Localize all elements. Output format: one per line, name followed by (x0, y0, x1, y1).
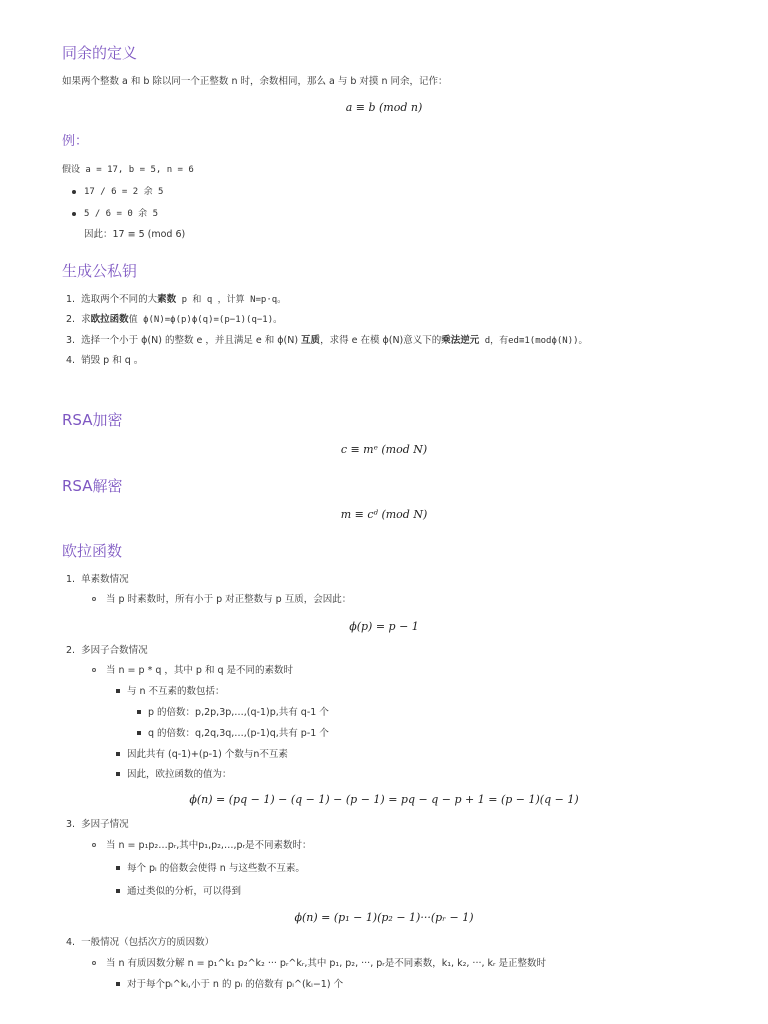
example-assumption: 假设 a = 17, b = 5, n = 6 (62, 165, 194, 175)
bullet-square (116, 866, 120, 870)
euler-case-4-desc: 当 n 有质因数分解 n = p₁^k₁ p₂^k₂ ··· pᵣ^kᵣ,其中 p₁, p₂, ···, pᵣ是不同素数，k₁, k₂, ···, kᵣ 是正整数时 (106, 958, 547, 969)
keygen-step-2: 2. 求欧拉函数值 ϕ(N)=ϕ(p)ϕ(q)=(p−1)(q−1)。 (66, 314, 283, 325)
bullet-square (116, 689, 120, 693)
euler-case-3-formula: ϕ(n) = (p₁ − 1)(p₂ − 1)···(pᵣ − 1) (294, 911, 474, 924)
euler-case-2-value-label: 因此，欧拉函数的值为： (127, 769, 232, 780)
euler-case-3-analysis: 通过类似的分析，可以得到 (127, 886, 242, 897)
keygen-step-3: 3. 选择一个小于 ϕ(N) 的整数 e ，并且满足 e 和 ϕ(N) 互质，求得 e 在模 ϕ(N)意义下的乘法逆元 d，有ed≡1(modϕ(N))。 (66, 335, 588, 346)
bullet-circle (92, 668, 96, 672)
encryption-formula: c ≡ mᵉ (mod N) (340, 443, 428, 456)
euler-case-4-multiples: 对于每个pᵢ^kᵢ,小于 n 的 pᵢ 的倍数有 pᵢ^(kᵢ−1) 个 (127, 979, 344, 990)
heading-example: 例： (62, 134, 89, 149)
congruence-formula: a ≡ b (mod n) (345, 101, 423, 114)
keygen-step-4: 4. 销毁 p 和 q 。 (66, 355, 144, 366)
euler-case-3: 3. 多因子情况 (66, 819, 129, 830)
bullet-square (116, 889, 120, 893)
euler-case-2-q-multiples: q 的倍数：q,2q,3q,…,(p-1)q,共有 p-1 个 (148, 728, 329, 739)
euler-case-1: 1. 单素数情况 (66, 574, 129, 585)
bullet-square (137, 731, 141, 735)
keygen-step-1: 1. 选取两个不同的大素数 p 和 q ，计算 N=p·q。 (66, 294, 287, 305)
euler-case-1-formula: ϕ(p) = p − 1 (349, 620, 419, 633)
bullet-circle (92, 843, 96, 847)
heading-congruence-definition: 同余的定义 (62, 44, 138, 62)
heading-key-generation: 生成公私钥 (62, 262, 138, 280)
euler-case-2-p-multiples: p 的倍数：p,2p,3p,…,(q-1)p,共有 q-1 个 (148, 707, 329, 718)
euler-case-2: 2. 多因子合数情况 (66, 645, 148, 656)
euler-case-4: 4. 一般情况（包括次方的质因数） (66, 937, 215, 948)
heading-rsa-encryption: RSA加密 (62, 411, 123, 429)
bullet-square (116, 982, 120, 986)
heading-rsa-decryption: RSA解密 (62, 477, 123, 495)
euler-case-2-total: 因此共有 (q-1)+(p-1) 个数与n不互素 (127, 749, 288, 760)
euler-case-2-desc: 当 n = p * q ，其中 p 和 q 是不同的素数时 (106, 665, 294, 676)
congruence-definition-text: 如果两个整数 a 和 b 除以同一个正整数 n 时，余数相同，那么 a 与 b 对摸 n 同余，记作： (62, 76, 448, 87)
decryption-formula: m ≡ cᵈ (mod N) (340, 508, 428, 521)
euler-case-2-not-coprime: 与 n 不互素的数包括： (127, 686, 225, 697)
euler-case-3-multiples: 每个 pᵢ 的倍数会使得 n 与这些数不互素。 (127, 863, 305, 874)
bullet-dot (72, 212, 76, 216)
bullet-circle (92, 597, 96, 601)
euler-case-3-desc: 当 n = p₁p₂…pᵣ,其中p₁,p₂,…,pᵣ是不同素数时： (106, 840, 312, 851)
euler-case-1-desc: 当 p 时素数时，所有小于 p 对正整数与 p 互质，会因此： (106, 594, 352, 605)
euler-case-2-formula: ϕ(n) = (pq − 1) − (q − 1) − (p − 1) = pq − q − p + 1 = (p − 1)(q − 1) (189, 793, 579, 806)
example-therefore: 因此：17 ≡ 5 (mod 6) (84, 229, 186, 240)
bullet-square (137, 710, 141, 714)
bullet-square (116, 772, 120, 776)
bullet-dot (72, 190, 76, 194)
example-item-1: 17 / 6 = 2 余 5 (84, 187, 164, 197)
heading-euler-function: 欧拉函数 (62, 542, 123, 560)
example-item-2: 5 / 6 = 0 余 5 (84, 209, 159, 219)
bullet-square (116, 752, 120, 756)
bullet-circle (92, 961, 96, 965)
